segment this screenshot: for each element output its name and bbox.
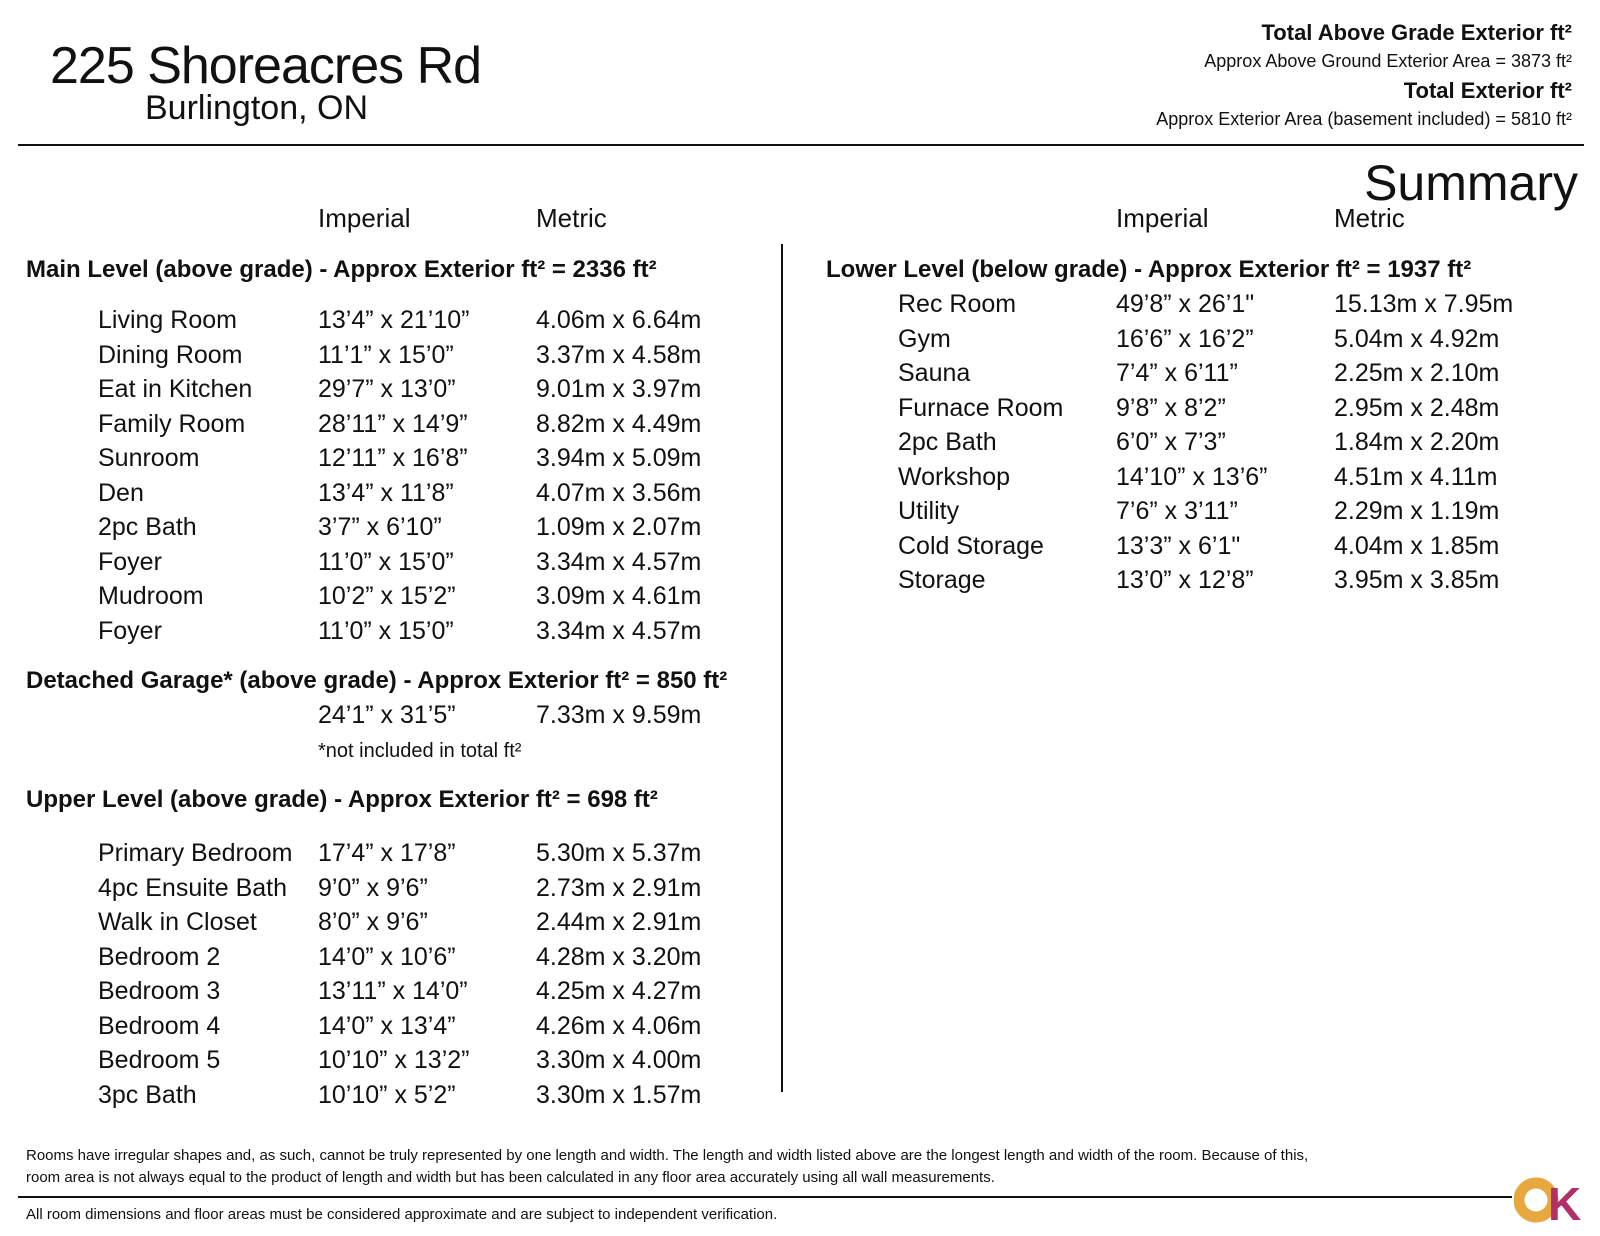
room-metric: 2.25m x 2.10m [1334,359,1500,387]
room-metric: 5.04m x 4.92m [1334,324,1500,353]
room-row [0,616,1590,646]
left-metric-header: Metric [536,203,607,233]
room-name: Living Room [98,306,237,334]
room-metric: 4.07m x 3.56m [536,478,702,507]
total-exterior-heading: Total Exterior ft² [1403,78,1572,103]
room-name: Walk in Closet [98,908,257,936]
room-row [0,427,1590,457]
room-imperial: 14’0” x 13’4” [318,1011,456,1040]
room-metric: 4.51m x 4.11m [1334,462,1498,491]
disclaimer-line-1: Rooms have irregular shapes and, as such, cannot be truly represented by one length and width. The length and width listed above are the longest length and width of the room. Because of this, [26,1147,1309,1164]
room-imperial: 49’8” x 26’1" [1116,290,1255,318]
room-row [0,942,1590,972]
garage-title: Detached Garage* (above grade) - Approx Exterior ft² = 850 ft² [26,667,728,694]
room-name: 4pc Ensuite Bath [98,873,288,902]
room-metric: 3.95m x 3.85m [1334,566,1500,594]
total-above-grade-heading: Total Above Grade Exterior ft² [1261,20,1572,45]
room-row [0,324,1590,354]
room-imperial: 29’7” x 13’0” [318,375,456,403]
room-metric: 3.34m x 4.57m [536,616,702,645]
room-name: 3pc Bath [98,1080,197,1109]
room-row [0,873,1590,903]
room-name: Family Room [98,409,246,438]
room-metric: 8.82m x 4.49m [536,409,702,438]
room-row [0,1080,1590,1110]
room-row [0,289,1590,319]
room-row [0,358,1590,388]
room-metric: 1.09m x 2.07m [536,513,702,541]
logo-k-letter: K [1548,1178,1582,1224]
right-imperial-header: Imperial [1116,203,1209,233]
room-name: Workshop [898,462,1011,491]
room-name: Bedroom 4 [98,1011,221,1040]
room-name: Foyer [98,547,162,576]
room-row [0,907,1590,937]
room-imperial: 11’0” x 15’0” [318,547,454,576]
room-imperial: 7’4” x 6’11” [1116,359,1238,387]
room-imperial: 16’6” x 16’2” [1116,324,1254,353]
room-imperial: 8’0” x 9’6” [318,908,428,936]
brand-logo [1514,1176,1592,1224]
room-metric: 3.30m x 1.57m [536,1080,702,1109]
property-address: 225 Shoreacres Rd [50,37,482,95]
room-metric: 2.95m x 2.48m [1334,393,1500,422]
room-metric: 4.28m x 3.20m [536,942,702,971]
disclaimer-line-2: room area is not always equal to the product of length and width but has been calculated in any floor area accurately using all wall measurements. [26,1169,995,1186]
room-metric: 2.44m x 2.91m [536,908,702,936]
room-row [0,531,1590,561]
room-metric: 2.29m x 1.19m [1334,497,1500,525]
room-imperial: 12’11” x 16’8” [318,444,468,472]
room-imperial: 9’0” x 9’6” [318,873,428,902]
room-metric: 5.30m x 5.37m [536,839,702,867]
room-row [0,976,1590,1006]
room-row [0,565,1590,595]
room-name: Primary Bedroom [98,839,293,867]
header-divider [18,144,1584,146]
room-metric: 9.01m x 3.97m [536,375,702,403]
room-row [0,838,1590,868]
room-imperial: 10’10” x 13’2” [318,1046,470,1074]
room-name: Utility [898,497,960,525]
room-row [0,496,1590,526]
room-imperial: 10’2” x 15’2” [318,582,456,610]
room-name: Sauna [898,359,971,387]
property-city: Burlington, ON [145,89,368,127]
room-metric: 4.04m x 1.85m [1334,531,1500,560]
room-imperial: 9’8” x 8’2” [1116,393,1226,422]
room-metric: 4.26m x 4.06m [536,1011,702,1040]
main-level-title: Main Level (above grade) - Approx Exterior ft² = 2336 ft² [26,256,657,283]
room-metric: 2.73m x 2.91m [536,873,702,902]
room-imperial: 28’11” x 14’9” [318,409,468,438]
room-metric: 4.25m x 4.27m [536,977,702,1005]
right-metric-header: Metric [1334,203,1405,233]
room-name: Gym [898,324,951,353]
room-name: Dining Room [98,340,243,369]
room-imperial: 6’0” x 7’3” [1116,428,1226,456]
room-name: Cold Storage [898,531,1044,560]
room-name: Foyer [98,616,162,645]
room-metric: 1.84m x 2.20m [1334,428,1500,456]
room-metric: 15.13m x 7.95m [1334,290,1514,318]
lower-level-title: Lower Level (below grade) - Approx Exterior ft² = 1937 ft² [826,256,1472,283]
garage-row [0,700,790,730]
page-title: Summary [1364,155,1578,211]
room-imperial: 13’4” x 21’10” [318,306,470,334]
total-above-grade-line: Approx Above Ground Exterior Area = 3873 ft² [1204,51,1572,71]
room-imperial: 11’1” x 15’0” [318,340,454,369]
room-name: Furnace Room [898,393,1064,422]
room-name: Mudroom [98,582,204,610]
room-row [0,462,1590,492]
disclaimer-line-3: All room dimensions and floor areas must be considered approximate and are subject to independent verification. [26,1206,778,1223]
room-imperial: 13’11” x 14’0” [318,977,468,1005]
room-name: Bedroom 5 [98,1046,221,1074]
room-imperial: 17’4” x 17’8” [318,839,456,867]
room-metric: 3.09m x 4.61m [536,582,702,610]
garage-imperial: 24’1” x 31’5” [318,701,456,729]
room-imperial: 3’7” x 6’10” [318,513,442,541]
room-imperial: 13’0” x 12’8” [1116,566,1254,594]
garage-metric: 7.33m x 9.59m [536,701,702,729]
upper-level-title: Upper Level (above grade) - Approx Exterior ft² = 698 ft² [26,786,658,813]
room-name: Den [98,478,144,507]
left-imperial-header: Imperial [318,203,411,233]
room-name: Bedroom 3 [98,977,221,1005]
room-imperial: 14’0” x 10’6” [318,942,456,971]
room-name: Storage [898,566,986,594]
room-name: Rec Room [898,290,1017,318]
total-exterior-line: Approx Exterior Area (basement included) = 5810 ft² [1156,109,1572,129]
room-metric: 3.34m x 4.57m [536,547,702,576]
room-row [0,1011,1590,1041]
room-metric: 3.94m x 5.09m [536,444,702,472]
room-imperial: 13’4” x 11’8” [318,478,454,507]
room-name: Sunroom [98,444,200,472]
room-name: 2pc Bath [898,428,997,456]
room-metric: 3.30m x 4.00m [536,1046,702,1074]
room-imperial: 14’10” x 13’6” [1116,462,1268,491]
room-imperial: 11’0” x 15’0” [318,616,454,645]
room-name: Bedroom 2 [98,942,221,971]
room-imperial: 13’3” x 6’1" [1116,531,1241,560]
room-imperial: 7’6” x 3’11” [1116,497,1238,525]
room-row [0,1045,1590,1075]
room-name: Eat in Kitchen [98,375,253,403]
room-metric: 3.37m x 4.58m [536,340,702,369]
garage-note: *not included in total ft² [318,740,522,762]
room-metric: 4.06m x 6.64m [536,306,702,334]
room-imperial: 10’10” x 5’2” [318,1080,456,1109]
room-row [0,393,1590,423]
footer-divider [18,1196,1512,1198]
room-name: 2pc Bath [98,513,197,541]
